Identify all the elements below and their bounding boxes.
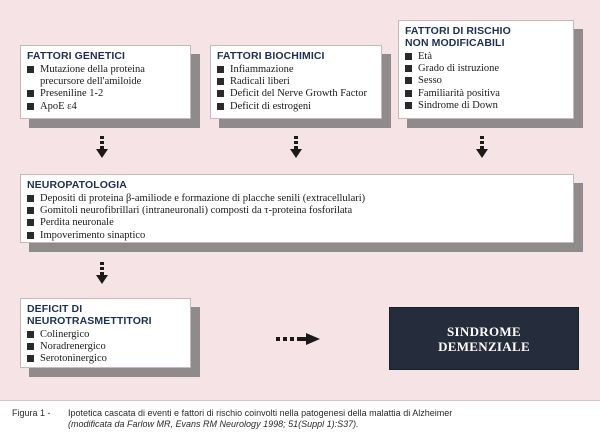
- bullet-square-icon: [27, 195, 34, 202]
- item-list: [27, 193, 567, 242]
- bullet-square-icon: [217, 103, 224, 110]
- list-item: [217, 101, 375, 113]
- list-item: [27, 64, 184, 76]
- item-list: [27, 329, 184, 366]
- list-item-text: Serotoninergico: [40, 353, 107, 365]
- bullet-square-icon: [27, 219, 34, 226]
- caption-description: Ipotetica cascata di eventi e fattori di rischio coinvolti nella patogenesi della malattia di Alzheimer: [68, 408, 453, 418]
- list-item-text: Sesso: [418, 75, 442, 87]
- box-title: FATTORI DI RISCHIO NON MODIFICABILI: [405, 25, 511, 49]
- arrow-down-icon: [476, 136, 488, 158]
- arrow-down-icon: [96, 262, 108, 284]
- list-item-text: Grado di istruzione: [418, 63, 500, 75]
- bullet-square-icon: [27, 232, 34, 239]
- list-item: [27, 101, 184, 113]
- list-item: [27, 88, 184, 100]
- list-item: [217, 88, 375, 100]
- list-item: [27, 230, 567, 242]
- box-neuropatologia: [20, 174, 574, 243]
- bullet-square-icon: [27, 66, 34, 73]
- list-item-text: Radicali liberi: [230, 76, 290, 88]
- list-item: [405, 100, 567, 112]
- box-title: DEFICIT DI NEUROTRASMETTITORI: [27, 303, 152, 327]
- list-item: [405, 51, 567, 63]
- caption-text: [68, 408, 588, 430]
- list-item: [27, 193, 567, 205]
- item-list: [217, 64, 375, 113]
- box-title: FATTORI BIOCHIMICI: [217, 50, 325, 62]
- box-title: FATTORI GENETICI: [27, 50, 126, 62]
- bullet-square-icon: [405, 77, 412, 84]
- list-item-text: Colinergico: [40, 329, 90, 340]
- list-item-text: Gomitoli neurofibrillari (intraneuronali) composti da τ-proteina fosforilata: [40, 205, 353, 217]
- list-item: [27, 329, 184, 341]
- list-item: [27, 353, 184, 365]
- bullet-square-icon: [27, 343, 34, 350]
- item-list: [405, 51, 567, 112]
- list-item-text: Impoverimento sinaptico: [40, 229, 146, 241]
- list-item: [27, 217, 567, 229]
- bullet-square-icon: [405, 90, 412, 97]
- box-fattori-biochimici: [210, 45, 382, 119]
- item-list: [27, 64, 184, 113]
- arrow-down-icon: [96, 136, 108, 158]
- bullet-square-icon: [217, 78, 224, 85]
- list-item-text: Preseniline 1-2: [40, 88, 104, 100]
- bullet-square-icon: [217, 90, 224, 97]
- list-item-text: Deficit del Nerve Growth Factor: [230, 88, 368, 100]
- bullet-square-icon: [27, 355, 34, 362]
- list-item-text: precursore dell'amiloide: [40, 76, 142, 88]
- list-item-text: Depositi di proteina β-amiliode e formazione di placche senili (extracellulari): [40, 193, 366, 204]
- list-item-text: Noradrenergico: [40, 341, 106, 353]
- bullet-square-icon: [217, 66, 224, 73]
- list-item-text: Infiammazione: [230, 64, 294, 75]
- list-item: [27, 341, 184, 353]
- bullet-square-icon: [405, 102, 412, 109]
- box-sindrome-demenziale: [389, 307, 579, 370]
- bullet-square-icon: [27, 207, 34, 214]
- box-fattori-genetici: [20, 45, 191, 119]
- arrow-down-icon: [290, 136, 302, 158]
- bullet-square-icon: [27, 90, 34, 97]
- list-item-text: Età: [418, 51, 432, 62]
- box-deficit-neurotrasmettitori: [20, 298, 191, 368]
- list-item: [405, 75, 567, 87]
- list-item-text: ApoE ε4: [40, 100, 77, 112]
- list-item: [27, 76, 184, 88]
- list-item-text: Deficit di estrogeni: [230, 100, 312, 112]
- list-item: [405, 88, 567, 100]
- arrow-right-icon: [276, 333, 320, 345]
- list-item: [217, 64, 375, 76]
- caption-reference: (modificata da Farlow MR, Evans RM Neurology 1998; 51(Suppl 1):S37).: [68, 419, 359, 429]
- bullet-square-icon: [405, 65, 412, 72]
- list-item: [217, 76, 375, 88]
- bullet-square-icon: [405, 53, 412, 60]
- list-item: [27, 205, 567, 217]
- bullet-square-icon: [27, 331, 34, 338]
- caption-label: Figura 1 -: [12, 408, 51, 418]
- box-fattori-rischio: [398, 20, 574, 119]
- list-item-text: Perdita neuronale: [40, 217, 114, 229]
- list-item-text: Familiarità positiva: [418, 87, 500, 99]
- list-item-text: Sindrome di Down: [418, 99, 498, 111]
- bullet-square-icon: [27, 103, 34, 110]
- box-title: NEUROPATOLOGIA: [27, 179, 127, 191]
- list-item-text: Mutazione della proteina: [40, 64, 145, 75]
- list-item: [405, 63, 567, 75]
- syndrome-label: SINDROME DEMENZIALE: [438, 323, 530, 354]
